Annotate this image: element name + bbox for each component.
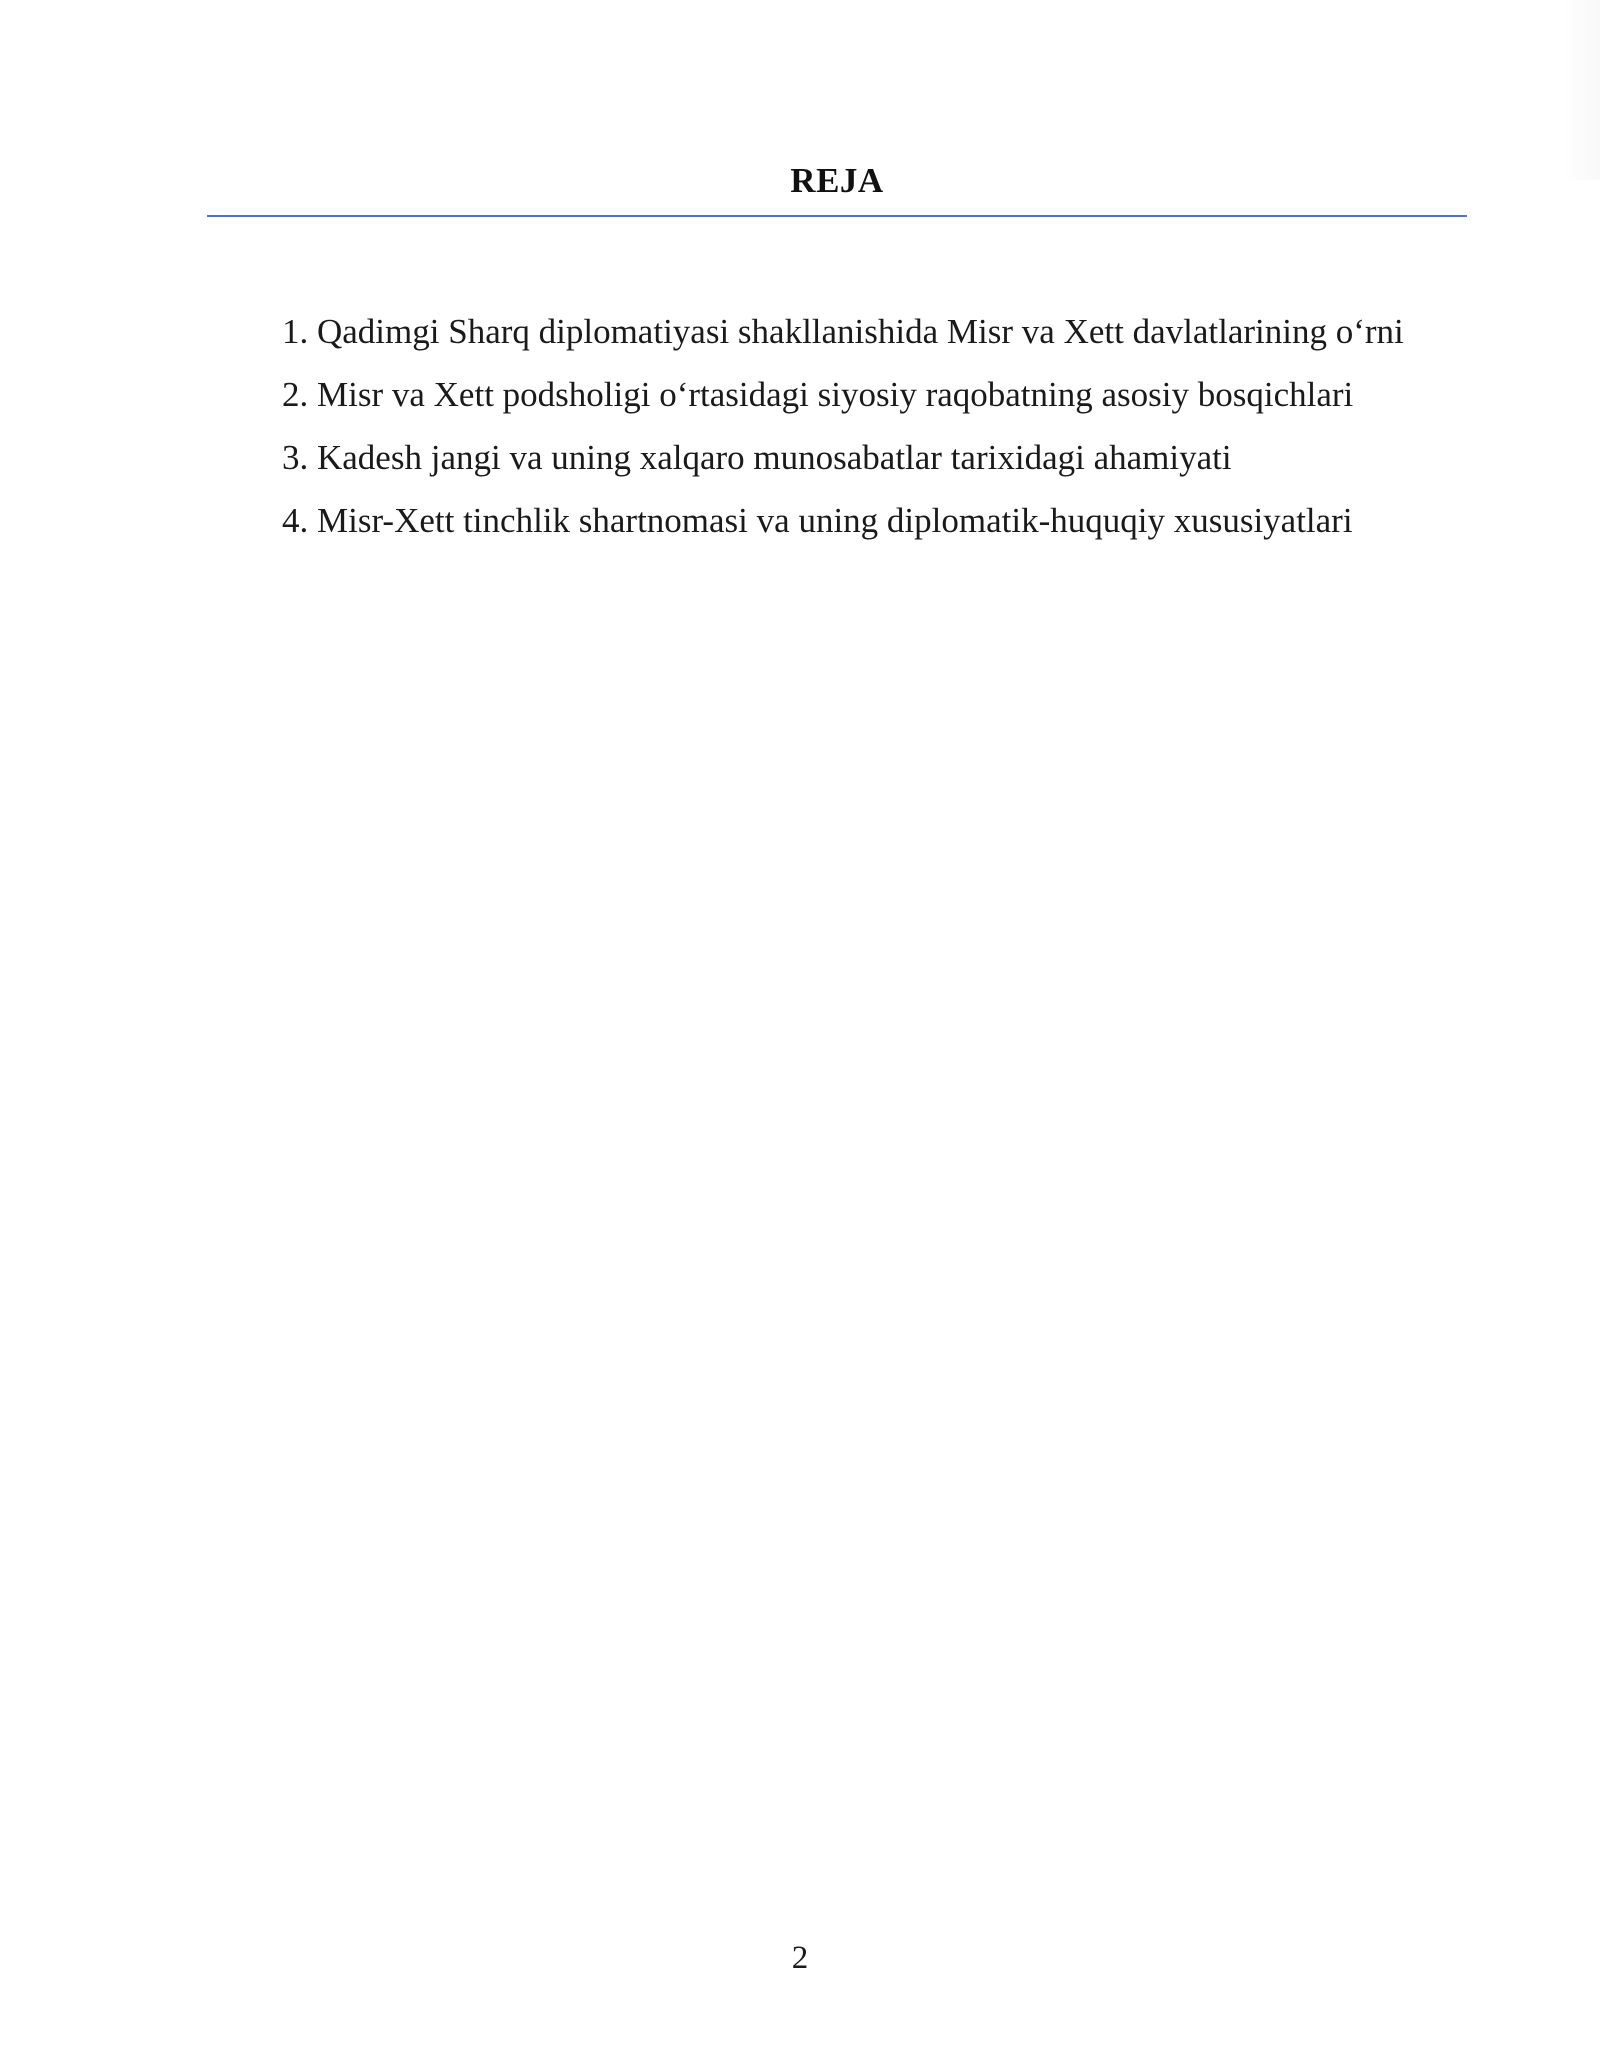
plan-item-text: Kadesh jangi va uning xalqaro munosabatlar tarixidagi ahamiyati <box>317 438 1232 477</box>
plan-item-number: 3. <box>282 438 309 477</box>
plan-item <box>282 300 1482 363</box>
heading-divider <box>207 215 1467 217</box>
plan-item <box>282 489 1482 552</box>
plan-item <box>282 426 1482 489</box>
plan-item-text: Misr va Xett podsholigi o‘rtasidagi siyosiy raqobatning asosiy bosqichlari <box>317 375 1354 414</box>
plan-item <box>282 363 1482 426</box>
page-title: REJA <box>790 161 884 200</box>
page-number: 2 <box>791 1940 809 1976</box>
plan-item-number: 4. <box>282 501 309 540</box>
plan-item-number: 2. <box>282 375 309 414</box>
plan-item-number: 1. <box>282 312 309 351</box>
plan-list <box>282 300 1482 552</box>
plan-item-text: Misr-Xett tinchlik shartnomasi va uning diplomatik-huquqiy xususiyatlari <box>317 501 1353 540</box>
plan-item-text: Qadimgi Sharq diplomatiyasi shakllanishida Misr va Xett davlatlarining o‘rni <box>317 312 1404 351</box>
